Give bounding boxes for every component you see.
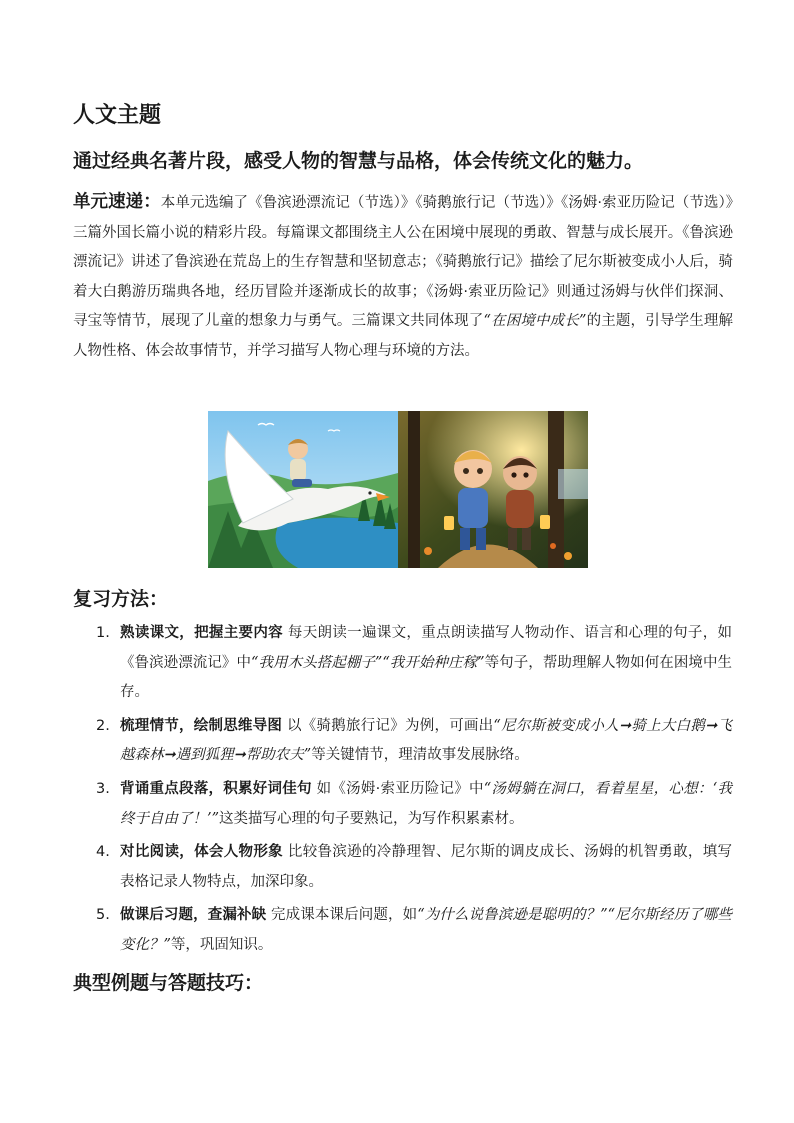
method-number: 4. — [96, 844, 110, 861]
method-quote: “汤姆躺在洞口，看着星星，心想：‘我终于自由了！’” — [120, 780, 732, 827]
method-text: 比较鲁滨逊的冷静理智、尼尔斯的调皮成长、汤姆的机智勇敢，填写表格记录人物特点，加深印象。 — [120, 844, 733, 890]
method-text: 完成课本课后问题，如 — [270, 907, 418, 924]
method-title: 做课后习题，查漏补缺 — [120, 907, 267, 924]
unit-summary-text: 本单元选编了《鲁滨逊漂流记（节选）》《骑鹅旅行记（节选）》《汤姆·索亚历险记（节选）》三篇外国长篇小说的精彩片段。每篇课文都围绕主人公在困境中展现的勇敢、智慧与成长展开。《鲁滨逊漂流记》讲述了鲁滨逊在荒岛上的生存智慧和坚韧意志；《骑鹅旅行记》描绘了尼尔斯被变成小人后，骑着大白鹅游历瑞典各地，经历冒险并逐渐成长的故事；《汤姆·索亚历险记》则通过汤姆与伙伴们探洞、寻宝等情节，展现了儿童的想象力与勇气。三篇课文共同体现了 — [73, 195, 734, 330]
method-title: 背诵重点段落，积累好词佳句 — [120, 780, 312, 797]
review-method-item — [92, 619, 732, 708]
method-quote: “为什么说鲁滨逊是聪明的？”“尼尔斯经历了哪些变化？” — [120, 907, 733, 953]
unit-summary — [73, 188, 733, 367]
method-text: 等关键情节，理清故事发展脉络。 — [311, 747, 529, 764]
theme-subtitle: 通过经典名著片段，感受人物的智慧与品格，体会传统文化的魅力。 — [73, 150, 644, 172]
review-methods-list — [92, 619, 732, 965]
method-quote: “我用木头搭起棚子”“我开始种庄稼” — [251, 654, 485, 671]
method-text: 如《汤姆·索亚历险记》中 — [316, 780, 484, 797]
unit-summary-quote: “在困境中成长” — [483, 313, 587, 330]
review-methods-heading: 复习方法： — [73, 588, 169, 610]
method-text: 等句子，帮助理解人物如何在困境中生存。 — [120, 654, 733, 701]
unit-summary-label: 单元速递： — [73, 192, 161, 212]
review-method-item — [92, 712, 732, 771]
method-title: 熟读课文，把握主要内容 — [120, 625, 283, 641]
method-number: 2. — [96, 717, 110, 734]
method-text: 每天朗读一遍课文，重点朗读描写人物动作、语言和心理的句子，如《鲁滨逊漂流记》中 — [120, 625, 733, 671]
examples-heading: 典型例题与答题技巧： — [73, 972, 264, 994]
method-text: 以《骑鹅旅行记》为例，可画出 — [287, 717, 494, 734]
theme-title: 人文主题 — [73, 103, 162, 128]
review-method-item — [92, 838, 732, 897]
unit-summary-tail: 的主题，引导学生理解人物性格、体会故事情节，并学习描写人物心理与环境的方法。 — [73, 313, 734, 359]
goose-ride-scene — [208, 411, 398, 568]
method-number: 5. — [96, 907, 110, 924]
review-method-item — [92, 901, 732, 960]
method-title: 对比阅读，体会人物形象 — [120, 844, 283, 861]
method-title: 梳理情节，绘制思维导图 — [120, 717, 283, 734]
forest-walk-scene — [398, 411, 588, 568]
review-method-item — [92, 775, 732, 834]
method-number: 1. — [96, 625, 110, 641]
method-text: 这类描写心理的句子要熟记，为写作积累素材。 — [219, 810, 524, 827]
illustration — [208, 411, 588, 568]
method-text: 等，巩固知识。 — [170, 936, 273, 953]
method-quote: “尼尔斯被变成小人➞骑上大白鹅➞飞越森林➞遇到狐狸➞帮助农夫” — [120, 717, 733, 764]
method-number: 3. — [96, 780, 110, 797]
